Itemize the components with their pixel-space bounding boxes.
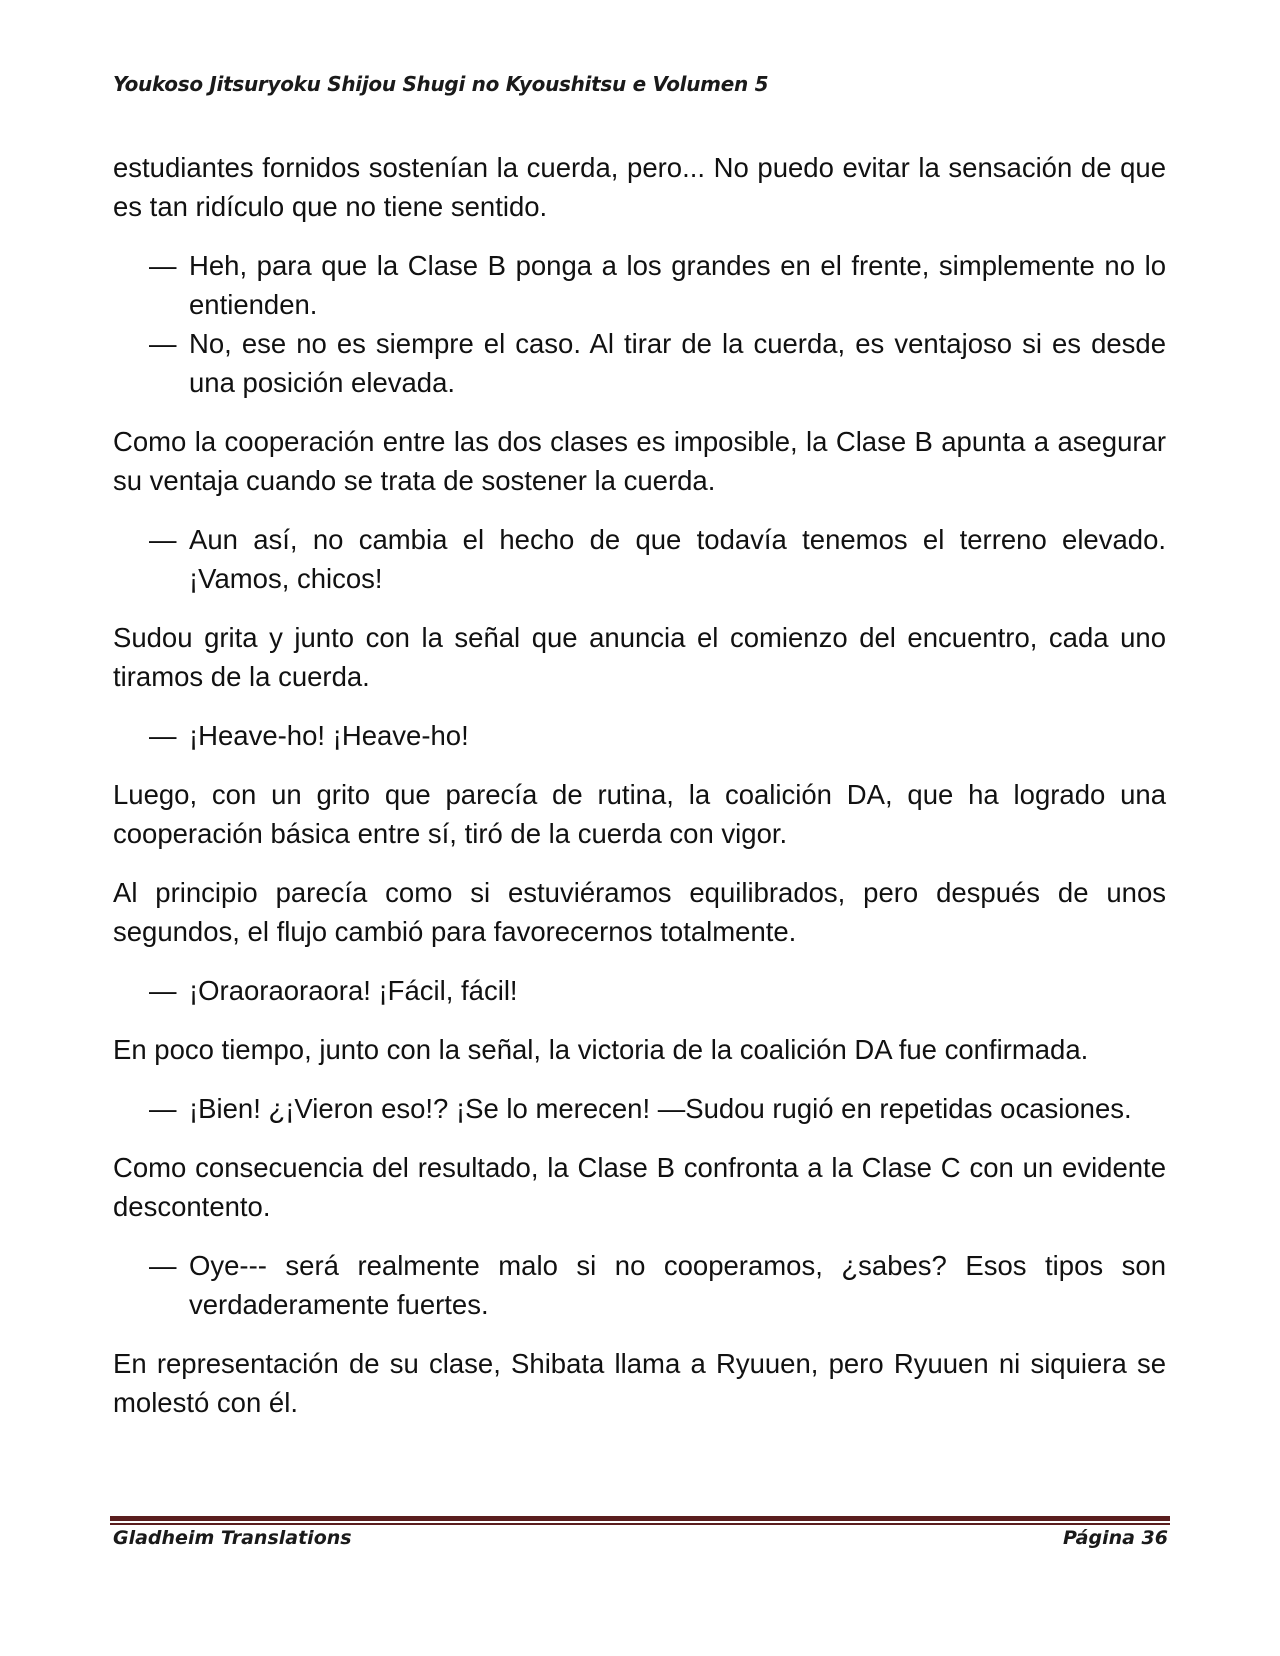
dialogue-group — [113, 971, 1166, 1010]
page-number: Página 36 — [1062, 1527, 1168, 1549]
dialogue-line — [113, 1089, 1166, 1128]
paragraph: estudiantes fornidos sostenían la cuerda, pero... No puedo evitar la sensación de que es tan ridículo que no tiene sentido. — [113, 152, 1166, 222]
dialogue-group — [113, 716, 1166, 755]
em-dash: — — [149, 720, 177, 751]
dialogue-line — [113, 971, 1166, 1010]
dialogue-text: Aun así, no cambia el hecho de que todavía tenemos el terreno elevado. ¡Vamos, chicos! — [189, 524, 1166, 594]
paragraph: Sudou grita y junto con la señal que anuncia el comienzo del encuentro, cada uno tiramos de la cuerda. — [113, 622, 1166, 692]
paragraph: Luego, con un grito que parecía de rutina, la coalición DA, que ha logrado una cooperación básica entre sí, tiró de la cuerda con vigor. — [113, 779, 1166, 849]
dialogue-text: ¡Oraoraoraora! ¡Fácil, fácil! — [189, 975, 518, 1006]
em-dash: — — [149, 328, 177, 359]
paragraph: En representación de su clase, Shibata llama a Ryuuen, pero Ryuuen ni siquiera se molestó con él. — [113, 1348, 1166, 1418]
dialogue-group — [113, 520, 1166, 598]
page-body — [113, 148, 1166, 1442]
paragraph: En poco tiempo, junto con la señal, la victoria de la coalición DA fue confirmada. — [113, 1034, 1089, 1065]
em-dash: — — [149, 1093, 177, 1124]
dialogue-line — [113, 246, 1166, 324]
running-header: Youkoso Jitsuryoku Shijou Shugi no Kyoushitsu e Volumen 5 — [113, 72, 769, 96]
dialogue-line — [113, 716, 1166, 755]
dialogue-text: ¡Bien! ¿¡Vieron eso!? ¡Se lo merecen! —Sudou rugió en repetidas ocasiones. — [189, 1093, 1132, 1124]
em-dash: — — [149, 250, 177, 281]
paragraph: Como la cooperación entre las dos clases es imposible, la Clase B apunta a asegurar su ventaja cuando se trata de sostener la cuerda. — [113, 426, 1166, 496]
paragraph: Como consecuencia del resultado, la Clase B confronta a la Clase C con un evidente descontento. — [113, 1152, 1166, 1222]
footer-translator: Gladheim Translations — [113, 1527, 352, 1549]
em-dash: — — [149, 1250, 177, 1281]
dialogue-group — [113, 1246, 1166, 1324]
dialogue-line — [113, 520, 1166, 598]
em-dash: — — [149, 975, 177, 1006]
dialogue-text: Heh, para que la Clase B ponga a los grandes en el frente, simplemente no lo entienden. — [189, 250, 1166, 320]
em-dash: — — [149, 524, 177, 555]
dialogue-line — [113, 324, 1166, 402]
dialogue-group — [113, 246, 1166, 402]
dialogue-group — [113, 1089, 1166, 1128]
dialogue-text: Oye--- será realmente malo si no cooperamos, ¿sabes? Esos tipos son verdaderamente fuertes. — [189, 1250, 1166, 1320]
paragraph: Al principio parecía como si estuviéramos equilibrados, pero después de unos segundos, el flujo cambió para favorecernos totalmente. — [113, 877, 1166, 947]
dialogue-text: ¡Heave-ho! ¡Heave-ho! — [189, 720, 469, 751]
dialogue-text: No, ese no es siempre el caso. Al tirar de la cuerda, es ventajoso si es desde una posición elevada. — [189, 328, 1166, 398]
footer-divider — [110, 1516, 1170, 1521]
footer-divider-thin — [110, 1523, 1170, 1525]
dialogue-line — [113, 1246, 1166, 1324]
